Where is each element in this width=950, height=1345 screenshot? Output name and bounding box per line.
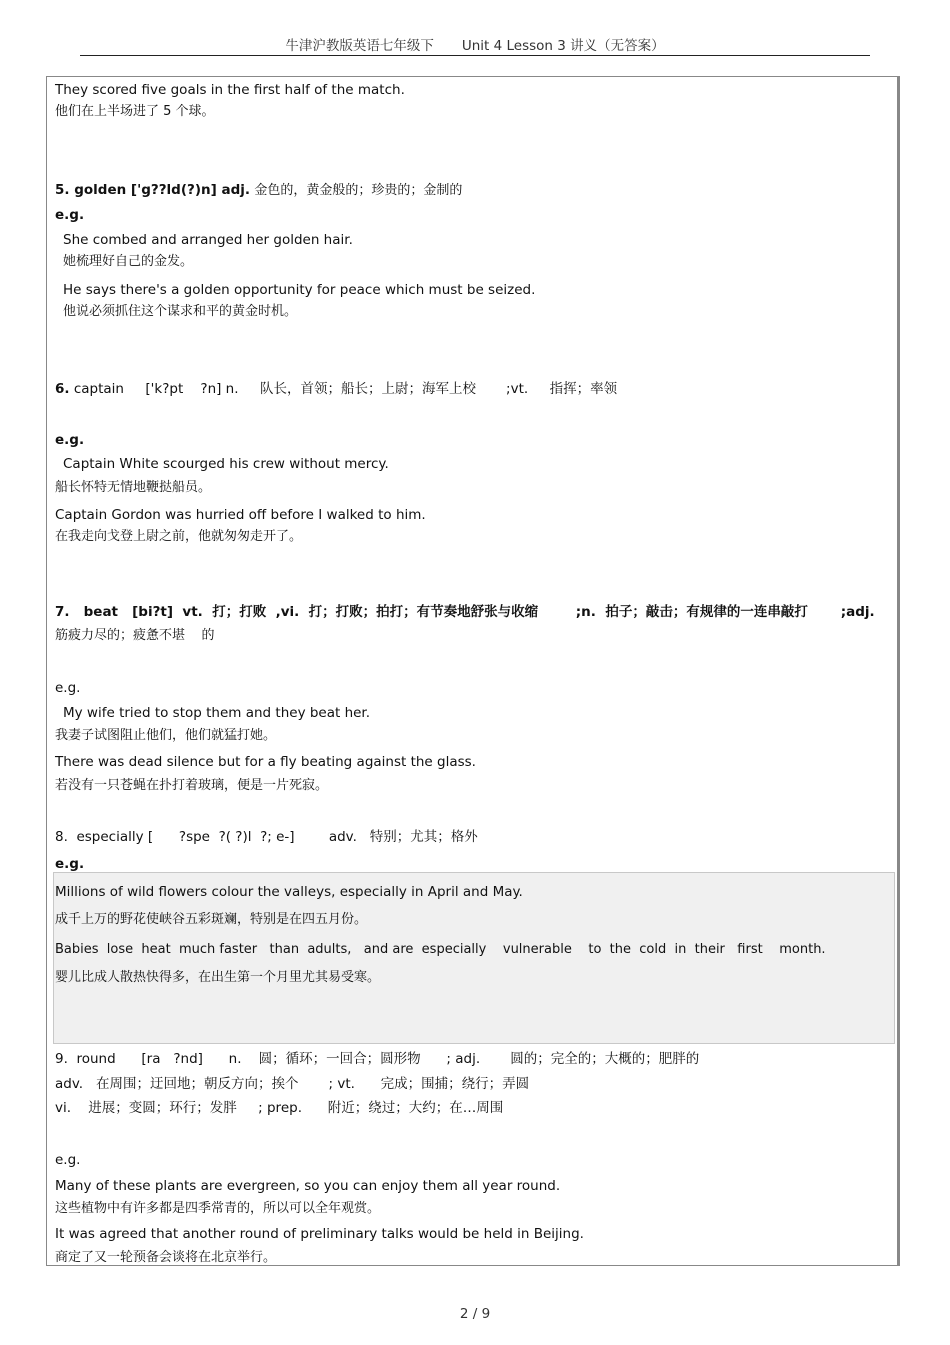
example-translation: 商定了又一轮预备会谈将在北京举行。	[55, 1250, 277, 1265]
vocab-entry-beat: 7. beat [bi?t] vt. 打；打败 ,vi. 打；打败；拍打；有节奏地舒张与收缩 ;n. 拍子；敲击；有规律的一连串敲打 ;adj.	[55, 604, 875, 620]
example-sentence: Many of these plants are evergreen, so you can enjoy them all year round.	[55, 1178, 561, 1194]
example-sentence: She combed and arranged her golden hair.	[63, 232, 353, 248]
vocab-number: 6.	[55, 381, 70, 397]
example-sentence: He says there's a golden opportunity for peace which must be seized.	[63, 282, 536, 298]
example-translation: 在我走向戈登上尉之前，他就匆匆走开了。	[55, 529, 303, 544]
eg-label: e.g.	[55, 680, 81, 696]
vocab-definition: 金色的，黄金般的；珍贵的；金制的	[254, 183, 463, 198]
example-sentence: Captain White scourged his crew without mercy.	[63, 456, 389, 472]
header-rule	[80, 55, 870, 56]
example-translation: 他说必须抓住这个谋求和平的黄金时机。	[63, 304, 298, 319]
example-sentence: It was agreed that another round of preliminary talks would be held in Beijing.	[55, 1226, 584, 1242]
eg-label: e.g.	[55, 207, 85, 223]
example-sentence: My wife tried to stop them and they beat her.	[63, 705, 371, 721]
vocab-headword: 5. golden ['g??ld(?)n] adj.	[55, 182, 251, 198]
example-sentence: There was dead silence but for a fly beating against the glass.	[55, 754, 476, 770]
vocab-headword: captain ['k?pt ?n] n. 队长，首领；船长；上尉；海军上校 ;vt. 指挥；率领	[69, 381, 618, 397]
example-sentence: Captain Gordon was hurried off before I walked to him.	[55, 507, 426, 523]
page-number: 2 / 9	[459, 1306, 491, 1322]
eg-label: e.g.	[55, 432, 85, 448]
eg-label: e.g.	[55, 1152, 81, 1168]
example-sentence: Millions of wild flowers colour the valleys, especially in April and May.	[55, 884, 523, 900]
example-translation: 他们在上半场进了 5 个球。	[55, 104, 215, 119]
vocab-entry-captain	[55, 381, 617, 397]
example-translation: 她梳理好自己的金发。	[63, 254, 194, 269]
example-translation: 我妻子试图阻止他们，他们就猛打她。	[55, 728, 277, 743]
vocab-definition: adv. 在周围；迂回地；朝反方向；挨个 ; vt. 完成；围捕；绕行；弄圆	[55, 1076, 530, 1092]
example-translation: 婴儿比成人散热快得多，在出生第一个月里尤其易受寒。	[55, 970, 381, 985]
page-header	[80, 34, 870, 54]
example-sentence: Babies lose heat much faster than adults, and are especially vulnerable to the cold in their first month.	[55, 942, 826, 957]
example-translation: 若没有一只苍蝇在扑打着玻璃，便是一片死寂。	[55, 778, 329, 793]
example-translation: 成千上万的野花使峡谷五彩斑斓，特别是在四五月份。	[55, 912, 368, 927]
example-sentence: They scored five goals in the first half of the match.	[55, 82, 405, 98]
vocab-definition: 筋疲力尽的；疲惫不堪 的	[55, 628, 215, 643]
vocab-entry-round: 9. round [ra ?nd] n. 圆；循环；一回合；圆形物 ; adj. 圆的；完全的；大概的；肥胖的	[55, 1051, 700, 1067]
vocab-definition: vi. 进展；变圆；环行；发胖 ; prep. 附近；绕过；大约；在…周围	[55, 1100, 504, 1116]
example-translation: 船长怀特无情地鞭挞船员。	[55, 480, 212, 495]
example-translation: 这些植物中有许多都是四季常青的，所以可以全年观赏。	[55, 1201, 381, 1216]
vocab-entry-golden	[55, 182, 462, 199]
header-unit: Unit 4 Lesson 3 讲义（无答案）	[461, 38, 665, 54]
header-title: 牛津沪教版英语七年级下	[285, 38, 434, 54]
vocab-entry-especially: 8. especially [ ?spe ?( ?)l ?; e-] adv. 特别；尤其；格外	[55, 829, 478, 845]
eg-label: e.g.	[55, 856, 85, 872]
